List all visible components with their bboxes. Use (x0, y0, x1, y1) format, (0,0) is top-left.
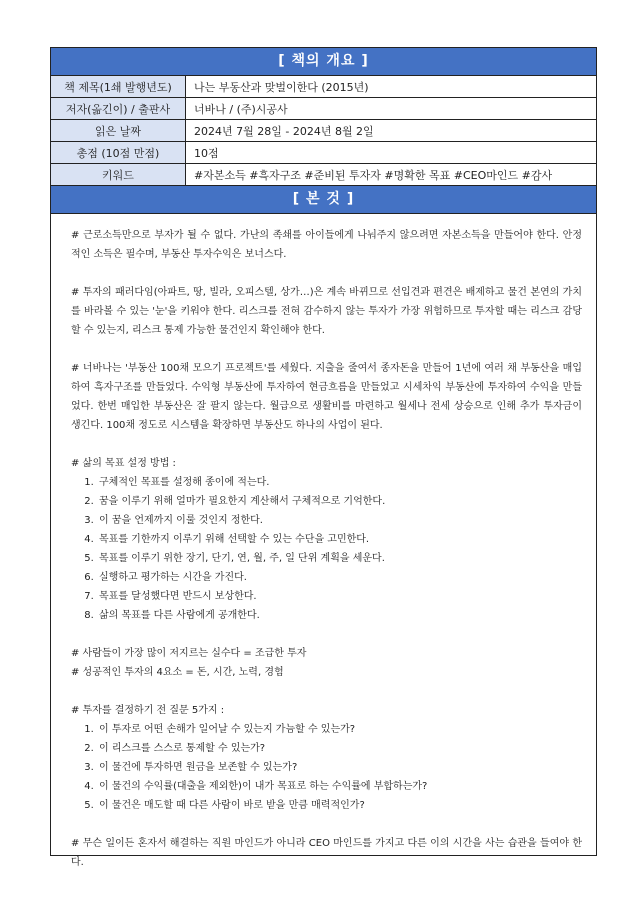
overview-header: [ 책의 개요 ] (51, 48, 596, 76)
four-elements-line: # 성공적인 투자의 4요소 = 돈, 시간, 노력, 경험 (71, 667, 284, 678)
info-value: #자본소득 #흑자구조 #준비된 투자자 #명확한 목표 #CEO마인드 #감사 (186, 164, 597, 186)
paragraph: # 근로소득만으로 부자가 될 수 없다. 가난의 족쇄를 아이들에게 나눠주지 않으려면 자본소득을 만들어야 한다. 안정적인 소득은 필수며, 부동산 투자수익은 보너스다. (71, 230, 582, 260)
list-item: 1. 구체적인 목표를 설정해 종이에 적는다. (97, 473, 582, 492)
paragraph: # 무슨 일이든 혼자서 해결하는 직원 마인드가 아니라 CEO 마인드를 가지고 다른 이의 시간을 사는 습관을 들여야 한다. (71, 838, 582, 868)
info-label: 읽은 날짜 (51, 120, 186, 142)
seen-header: [ 본 것 ] (51, 186, 596, 214)
list-item: 4. 목표를 기한까지 이루기 위해 선택할 수 있는 수단을 고민한다. (97, 530, 582, 549)
info-row-title (51, 76, 596, 98)
list-item: 6. 실행하고 평가하는 시간을 가진다. (97, 568, 582, 587)
list-item: 5. 이 물건은 매도할 때 다른 사람이 바로 받을 만큼 매력적인가? (97, 796, 582, 815)
list-item: 2. 이 리스크를 스스로 통제할 수 있는가? (97, 739, 582, 758)
info-row-keywords (51, 164, 596, 186)
questions-list (71, 720, 582, 815)
list-item: 4. 이 물건의 수익률(대출을 제외한)이 내가 목표로 하는 수익률에 부합하는가? (97, 777, 582, 796)
goals-heading: # 삶의 목표 설정 방법 : (71, 458, 176, 469)
list-item: 5. 목표를 이루기 위한 장기, 단기, 연, 월, 주, 일 단위 계획을 세운다. (97, 549, 582, 568)
info-label: 책 제목(1쇄 발행년도) (51, 76, 186, 98)
info-row-date (51, 120, 596, 142)
list-item: 8. 삶의 목표를 다른 사람에게 공개한다. (97, 606, 582, 625)
info-value: 나는 부동산과 맞벌이한다 (2015년) (186, 76, 597, 98)
info-row-author (51, 98, 596, 120)
overview-table (51, 76, 596, 186)
info-value: 2024년 7월 28일 - 2024년 8월 2일 (186, 120, 597, 142)
info-label: 총점 (10점 만점) (51, 142, 186, 164)
goals-list (71, 473, 582, 625)
list-item: 7. 목표를 달성했다면 반드시 보상한다. (97, 587, 582, 606)
info-value: 너바나 / (주)시공사 (186, 98, 597, 120)
questions-heading: # 투자를 결정하기 전 질문 5가지 : (71, 705, 225, 716)
info-label: 저자(옮긴이) / 출판사 (51, 98, 186, 120)
list-item: 3. 이 물건에 투자하면 원금을 보존할 수 있는가? (97, 758, 582, 777)
paragraph: # 투자의 패러다임(아파트, 땅, 빌라, 오피스텔, 상가…)은 계속 바뀌므로 선입견과 편견은 배제하고 물건 본연의 가치를 바라볼 수 있는 '눈'을 키워야 한다. 리스크를 전혀 감수하지 않는 투자가 가장 위험하므로 투자할 때는 리스크 감당할 수 있는지, 리스크 통제 가능한 물건인지 확인해야 한다. (71, 287, 582, 336)
info-label: 키워드 (51, 164, 186, 186)
book-report (50, 47, 597, 868)
list-item: 1. 이 투자로 어떤 손해가 일어날 수 있는지 가늠할 수 있는가? (97, 720, 582, 739)
info-row-score (51, 142, 596, 164)
list-item: 3. 이 꿈을 언제까지 이룰 것인지 정한다. (97, 511, 582, 530)
info-value: 10점 (186, 142, 597, 164)
seen-body (51, 214, 596, 872)
paragraph: # 너바나는 '부동산 100채 모으기 프로젝트'를 세웠다. 지출을 줄여서 종자돈을 만들어 1년에 여러 채 부동산을 매입하여 흑자구조를 만들었다. 수익형 부동산에 투자하여 현금흐름을 만들었고 시세차익 부동산에 투자하여 수익을 만들었다. 한번 매입한 부동산은 잘 팔지 않는다. 월급으로 생활비를 마련하고 월세나 전세 상승으로 인해 추가 투자금이 생긴다. 100채 정도로 시스템을 확장하면 부동산도 하나의 사업이 된다. (71, 363, 582, 431)
mistake-line: # 사람들이 가장 많이 저지르는 실수다 = 조급한 투자 (71, 648, 307, 659)
list-item: 2. 꿈을 이루기 위해 얼마가 필요한지 계산해서 구체적으로 기억한다. (97, 492, 582, 511)
